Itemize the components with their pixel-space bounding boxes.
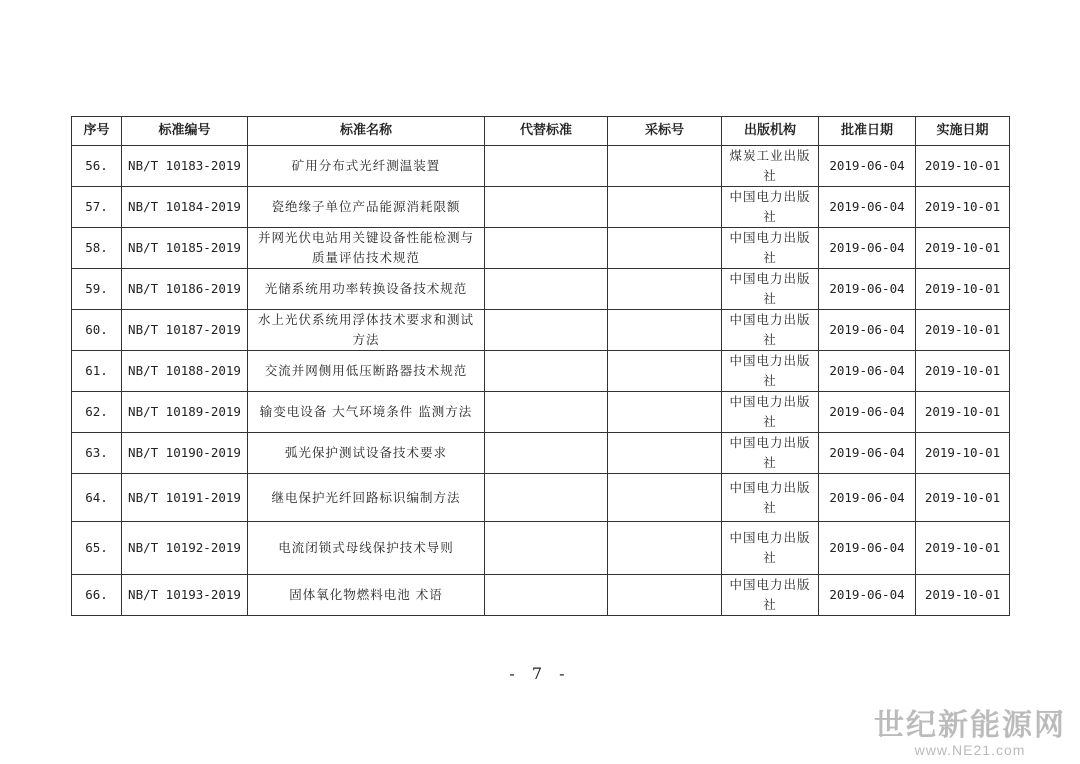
standard-code: NB/T 10187-2019 bbox=[122, 310, 248, 351]
adopt-number bbox=[608, 575, 722, 616]
adopt-number bbox=[608, 269, 722, 310]
header-publisher: 出版机构 bbox=[722, 117, 819, 146]
header-replace: 代替标准 bbox=[485, 117, 608, 146]
standard-name: 电流闭锁式母线保护技术导则 bbox=[248, 522, 485, 575]
approve-date: 2019-06-04 bbox=[819, 522, 916, 575]
publisher: 中国电力出版社 bbox=[722, 351, 819, 392]
adopt-number bbox=[608, 146, 722, 187]
standard-name: 交流并网侧用低压断路器技术规范 bbox=[248, 351, 485, 392]
implement-date: 2019-10-01 bbox=[916, 474, 1010, 522]
implement-date: 2019-10-01 bbox=[916, 187, 1010, 228]
publisher: 中国电力出版社 bbox=[722, 474, 819, 522]
standard-code: NB/T 10190-2019 bbox=[122, 433, 248, 474]
standard-code: NB/T 10191-2019 bbox=[122, 474, 248, 522]
table-row bbox=[72, 392, 1010, 433]
adopt-number bbox=[608, 474, 722, 522]
implement-date: 2019-10-01 bbox=[916, 522, 1010, 575]
publisher: 中国电力出版社 bbox=[722, 433, 819, 474]
implement-date: 2019-10-01 bbox=[916, 433, 1010, 474]
standard-name: 水上光伏系统用浮体技术要求和测试方法 bbox=[248, 310, 485, 351]
row-index: 59. bbox=[72, 269, 122, 310]
standard-name: 并网光伏电站用关键设备性能检测与质量评估技术规范 bbox=[248, 228, 485, 269]
standards-table bbox=[71, 116, 1010, 616]
table-row bbox=[72, 269, 1010, 310]
standard-name: 输变电设备 大气环境条件 监测方法 bbox=[248, 392, 485, 433]
adopt-number bbox=[608, 351, 722, 392]
publisher: 中国电力出版社 bbox=[722, 522, 819, 575]
header-row bbox=[72, 117, 1010, 146]
watermark-url: www.NE21.com bbox=[914, 742, 1026, 758]
adopt-number bbox=[608, 522, 722, 575]
page-number: - 7 - bbox=[509, 664, 571, 683]
approve-date: 2019-06-04 bbox=[819, 474, 916, 522]
implement-date: 2019-10-01 bbox=[916, 310, 1010, 351]
approve-date: 2019-06-04 bbox=[819, 187, 916, 228]
row-index: 62. bbox=[72, 392, 122, 433]
header-approve-date: 批准日期 bbox=[819, 117, 916, 146]
replace-standard bbox=[485, 146, 608, 187]
standard-name: 弧光保护测试设备技术要求 bbox=[248, 433, 485, 474]
standard-code: NB/T 10183-2019 bbox=[122, 146, 248, 187]
watermark-text: 世纪新能源网 bbox=[874, 708, 1066, 743]
adopt-number bbox=[608, 310, 722, 351]
publisher: 中国电力出版社 bbox=[722, 269, 819, 310]
standard-name: 光储系统用功率转换设备技术规范 bbox=[248, 269, 485, 310]
adopt-number bbox=[608, 392, 722, 433]
row-index: 63. bbox=[72, 433, 122, 474]
publisher: 煤炭工业出版社 bbox=[722, 146, 819, 187]
approve-date: 2019-06-04 bbox=[819, 146, 916, 187]
row-index: 60. bbox=[72, 310, 122, 351]
table-row bbox=[72, 146, 1010, 187]
approve-date: 2019-06-04 bbox=[819, 269, 916, 310]
standard-code: NB/T 10189-2019 bbox=[122, 392, 248, 433]
adopt-number bbox=[608, 228, 722, 269]
row-index: 66. bbox=[72, 575, 122, 616]
implement-date: 2019-10-01 bbox=[916, 228, 1010, 269]
implement-date: 2019-10-01 bbox=[916, 392, 1010, 433]
replace-standard bbox=[485, 269, 608, 310]
table-row bbox=[72, 310, 1010, 351]
publisher: 中国电力出版社 bbox=[722, 575, 819, 616]
row-index: 61. bbox=[72, 351, 122, 392]
watermark-logo bbox=[874, 710, 1066, 758]
approve-date: 2019-06-04 bbox=[819, 575, 916, 616]
replace-standard bbox=[485, 228, 608, 269]
standard-code: NB/T 10185-2019 bbox=[122, 228, 248, 269]
implement-date: 2019-10-01 bbox=[916, 146, 1010, 187]
table-row bbox=[72, 575, 1010, 616]
table-row bbox=[72, 522, 1010, 575]
header-code: 标准编号 bbox=[122, 117, 248, 146]
publisher: 中国电力出版社 bbox=[722, 228, 819, 269]
implement-date: 2019-10-01 bbox=[916, 269, 1010, 310]
approve-date: 2019-06-04 bbox=[819, 351, 916, 392]
header-adopt: 采标号 bbox=[608, 117, 722, 146]
replace-standard bbox=[485, 351, 608, 392]
standard-name: 固体氧化物燃料电池 术语 bbox=[248, 575, 485, 616]
row-index: 64. bbox=[72, 474, 122, 522]
adopt-number bbox=[608, 187, 722, 228]
table-row bbox=[72, 187, 1010, 228]
replace-standard bbox=[485, 187, 608, 228]
replace-standard bbox=[485, 392, 608, 433]
table-row bbox=[72, 351, 1010, 392]
header-name: 标准名称 bbox=[248, 117, 485, 146]
replace-standard bbox=[485, 575, 608, 616]
replace-standard bbox=[485, 433, 608, 474]
standard-code: NB/T 10193-2019 bbox=[122, 575, 248, 616]
table-row bbox=[72, 228, 1010, 269]
table-row bbox=[72, 474, 1010, 522]
standard-code: NB/T 10184-2019 bbox=[122, 187, 248, 228]
row-index: 65. bbox=[72, 522, 122, 575]
replace-standard bbox=[485, 310, 608, 351]
standard-code: NB/T 10192-2019 bbox=[122, 522, 248, 575]
row-index: 57. bbox=[72, 187, 122, 228]
replace-standard bbox=[485, 522, 608, 575]
row-index: 58. bbox=[72, 228, 122, 269]
standard-name: 瓷绝缘子单位产品能源消耗限额 bbox=[248, 187, 485, 228]
approve-date: 2019-06-04 bbox=[819, 310, 916, 351]
publisher: 中国电力出版社 bbox=[722, 392, 819, 433]
replace-standard bbox=[485, 474, 608, 522]
standard-code: NB/T 10186-2019 bbox=[122, 269, 248, 310]
standard-name: 继电保护光纤回路标识编制方法 bbox=[248, 474, 485, 522]
standard-code: NB/T 10188-2019 bbox=[122, 351, 248, 392]
row-index: 56. bbox=[72, 146, 122, 187]
approve-date: 2019-06-04 bbox=[819, 228, 916, 269]
implement-date: 2019-10-01 bbox=[916, 575, 1010, 616]
adopt-number bbox=[608, 433, 722, 474]
implement-date: 2019-10-01 bbox=[916, 351, 1010, 392]
header-implement-date: 实施日期 bbox=[916, 117, 1010, 146]
approve-date: 2019-06-04 bbox=[819, 392, 916, 433]
approve-date: 2019-06-04 bbox=[819, 433, 916, 474]
publisher: 中国电力出版社 bbox=[722, 310, 819, 351]
standard-name: 矿用分布式光纤测温装置 bbox=[248, 146, 485, 187]
table-row bbox=[72, 433, 1010, 474]
publisher: 中国电力出版社 bbox=[722, 187, 819, 228]
header-index: 序号 bbox=[72, 117, 122, 146]
